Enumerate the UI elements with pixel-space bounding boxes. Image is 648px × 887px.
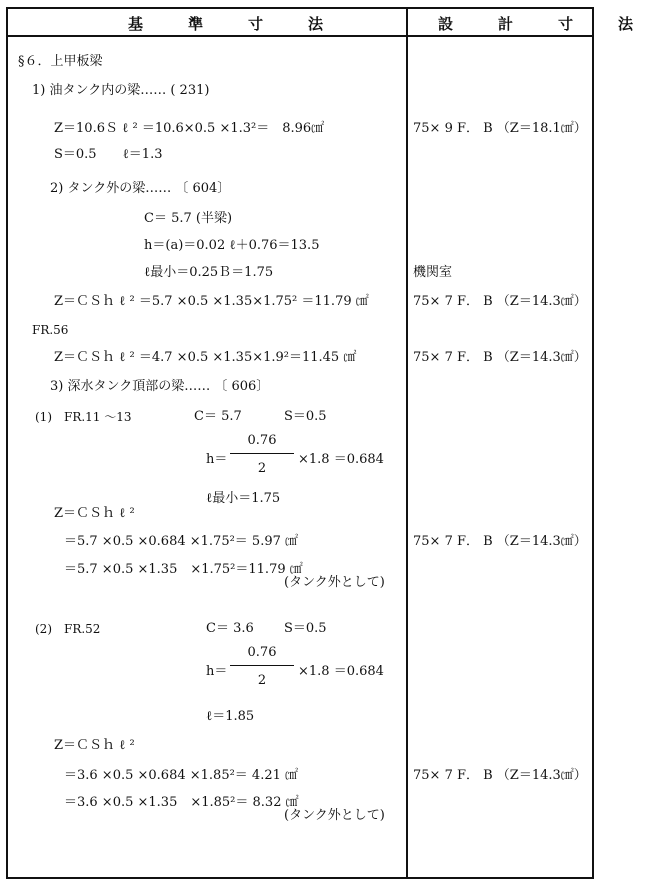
s2-c: C＝ 5.7 (半梁) (144, 211, 233, 226)
s3-p2-label: (2) FR.52 (35, 622, 101, 636)
s3-p1-c: C＝ 5.7 (194, 409, 242, 424)
s3-p2-c: C＝ 3.6 (206, 621, 254, 636)
s3-p2-h-suffix: ×1.8 ＝0.684 (298, 664, 384, 679)
s3-p2-z: Z＝ＣＳｈ ℓ ² (54, 738, 135, 753)
s1-params: S＝0.5 ℓ＝1.3 (54, 147, 163, 162)
s2-design2: 75× 7 F． B （Z＝14.3㎠） (413, 350, 587, 365)
s3-p2-s: S＝0.5 (284, 621, 327, 636)
s2-title: 2) タンク外の梁…… 〔 604〕 (50, 181, 231, 196)
s3-p1-h-suffix: ×1.8 ＝0.684 (298, 452, 384, 467)
s3-p1-z: Z＝ＣＳｈ ℓ ² (54, 506, 135, 521)
section-title: §６．上甲板梁 (18, 54, 103, 69)
s3-p2-note: (タンク外として) (284, 808, 385, 823)
s3-p2-denominator: 2 (257, 673, 267, 688)
s3-p1-line1: ＝5.7 ×0.5 ×0.684 ×1.75²＝ 5.97 ㎠ (64, 534, 299, 549)
header-design-dimensions: 設 計 寸 法 (438, 15, 648, 33)
column-divider (406, 9, 408, 877)
s3-p1-lmin: ℓ最小＝1.75 (206, 491, 281, 506)
s2-frame: FR.56 (32, 323, 69, 337)
s3-p2-numerator: 0.76 (247, 645, 277, 660)
s3-p1-denominator: 2 (257, 461, 267, 476)
s3-p1-label: (1) FR.11 ～13 (35, 410, 132, 424)
s3-p1-h-prefix: h＝ (206, 452, 228, 467)
s1-formula: Z＝10.6Ｓ ℓ ² ＝10.6×0.5 ×1.3²＝ 8.96㎠ (54, 121, 325, 136)
s2-h: h＝(a)＝0.02 ℓ＋0.76＝13.5 (144, 238, 320, 253)
s2-design: 75× 7 F． B （Z＝14.3㎠） (413, 294, 587, 309)
s1-design: 75× 9 F． B （Z＝18.1㎠） (413, 121, 587, 136)
spec-table (6, 7, 648, 879)
s2-engine-room: 機関室 (413, 265, 453, 280)
s3-p2-line2: ＝3.6 ×0.5 ×1.35 ×1.85²＝ 8.32 ㎠ (64, 795, 299, 810)
header-divider (8, 35, 592, 37)
s3-p2-design: 75× 7 F． B （Z＝14.3㎠） (413, 768, 587, 783)
s3-p2-fraction-bar (230, 665, 294, 666)
s3-p1-design: 75× 7 F． B （Z＝14.3㎠） (413, 534, 587, 549)
s3-p1-note: (タンク外として) (284, 575, 385, 590)
s3-p2-h-prefix: h＝ (206, 664, 228, 679)
s3-p2-line1: ＝3.6 ×0.5 ×0.684 ×1.85²＝ 4.21 ㎠ (64, 768, 299, 783)
s3-p1-numerator: 0.76 (247, 433, 277, 448)
s2-formula2: Z＝ＣＳｈ ℓ ² ＝4.7 ×0.5 ×1.35×1.9²＝11.45 ㎠ (54, 350, 357, 365)
s3-p1-line2: ＝5.7 ×0.5 ×1.35 ×1.75²＝11.79 ㎠ (64, 562, 303, 577)
header-standard-dimensions: 基 準 寸 法 (128, 15, 339, 33)
s3-p1-s: S＝0.5 (284, 409, 327, 424)
s3-title: 3) 深水タンク頂部の梁…… 〔 606〕 (50, 379, 270, 394)
s3-p1-fraction-bar (230, 453, 294, 454)
s2-lmin: ℓ最小＝0.25Ｂ＝1.75 (144, 265, 274, 280)
s3-p2-l: ℓ＝1.85 (206, 709, 255, 724)
s2-formula: Z＝ＣＳｈ ℓ ² ＝5.7 ×0.5 ×1.35×1.75² ＝11.79 ㎠ (54, 294, 369, 309)
s1-title: 1) 油タンク内の梁…… ( 231) (32, 83, 210, 98)
